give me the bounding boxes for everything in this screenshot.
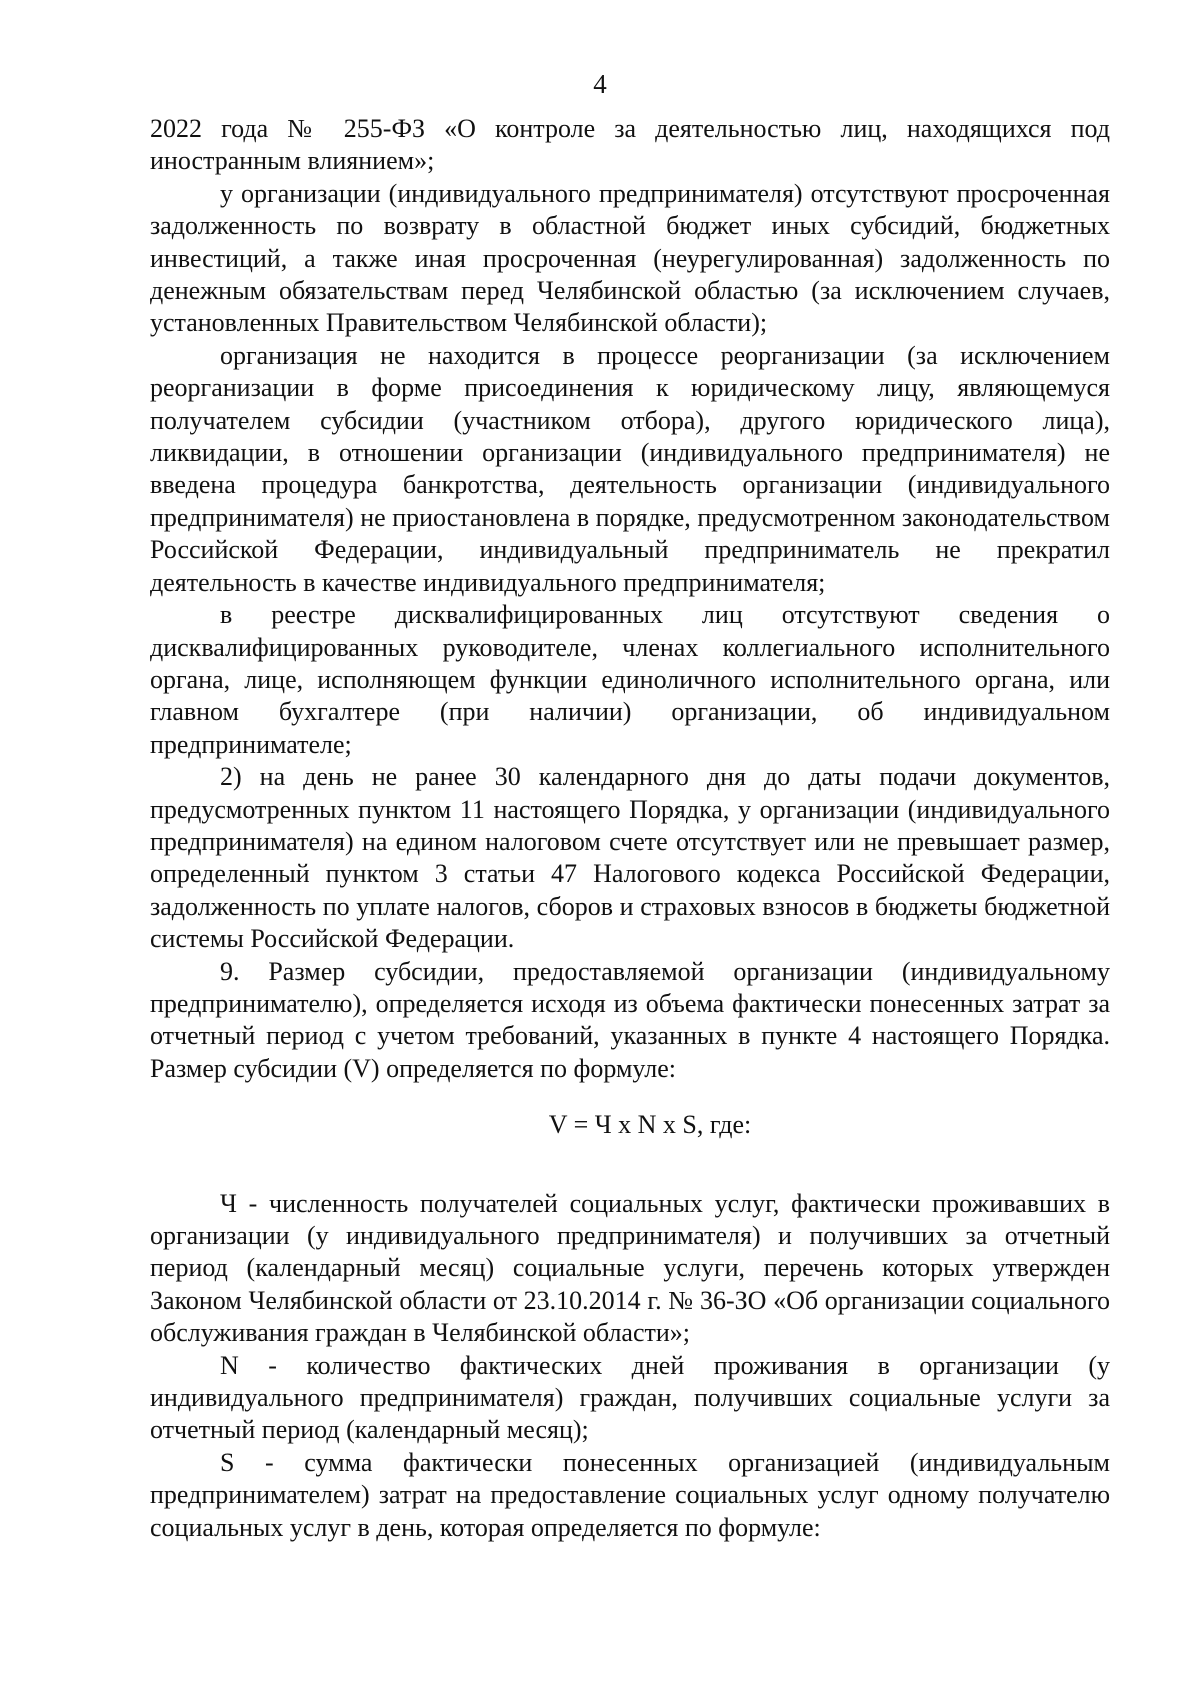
paragraph-no-overdue-debt: у организации (индивидуального предпринимателя) отсутствуют просроченная задолженность по возврату в областной бюджет иных субсидий, бюджетных инвестиций, а также иная просроченная (неурегулированная) задолженность по денежным обязательствам перед Челябинской областью (за исключением случаев, установленных Правительством Челябинской области); (150, 178, 1110, 338)
paragraph-disqualified-registry: в реестре дисквалифицированных лиц отсутствуют сведения о дисквалифицированных руководителе, членах коллегиального исполнительного органа, лице, исполняющем функции единоличного исполнительного органа, или главном бухгалтере (при наличии) организации, об индивидуальном предпринимателе; (150, 600, 1110, 759)
paragraph-no-reorganization: организация не находится в процессе реорганизации (за исключением реорганизации в форме присоединения к юридическому лицу, являющемуся получателем субсидии (участником отбора), другого юридического лица), ликвидации, в отношении организации (индивидуального предпринимателя) не введена процедура банкротства, деятельность организации (индивидуального предпринимателя) не приостановлена в порядке, предусмотренном законодательством Российской Федерации, индивидуальный предприниматель не прекратил деятельность в качестве индивидуального предпринимателя; (150, 340, 1110, 597)
subsidy-formula: V = Ч x N x S, где: (548, 1110, 752, 1140)
paragraph-foreign-influence: 2022 года № 255-ФЗ «О контроле за деятельностью лиц, находящихся под иностранным влиянием»; (150, 114, 1110, 176)
page-number: 4 (593, 69, 607, 99)
document-body (150, 113, 1110, 1544)
paragraph-tax-debt: 2) на день не ранее 30 календарного дня до даты подачи документов, предусмотренных пунктом 11 настоящего Порядка, у организации (индивидуального предпринимателя) на едином налоговом счете отсутствует или не превышает размер, определенный пунктом 3 статьи 47 Налогового кодекса Российской Федерации, задолженность по уплате налогов, сборов и страховых взносов в бюджеты бюджетной системы Российской Федерации. (150, 762, 1110, 954)
definition-n: N - количество фактических дней проживания в организации (у индивидуального предпринимателя) граждан, получивших социальные услуги за отчетный период (календарный месяц); (150, 1350, 1110, 1445)
definition-ch: Ч - численность получателей социальных услуг, фактически проживавших в организации (у индивидуального предпринимателя) и получивших за отчетный период (календарный месяц) социальные услуги, перечень которых утвержден Законом Челябинской области от 23.10.2014 г. № 36-ЗО «Об организации социального обслуживания граждан в Челябинской области»; (150, 1188, 1110, 1348)
paragraph-subsidy-size: 9. Размер субсидии, предоставляемой организации (индивидуальному предпринимателю), определяется исходя из объема фактически понесенных затрат за отчетный период с учетом требований, указанных в пункте 4 настоящего Порядка. Размер субсидии (V) определяется по формуле: (150, 956, 1110, 1083)
definition-s: S - сумма фактически понесенных организацией (индивидуальным предпринимателем) затрат на предоставление социальных услуг одному получателю социальных услуг в день, которая определяется по формуле: (150, 1447, 1110, 1542)
